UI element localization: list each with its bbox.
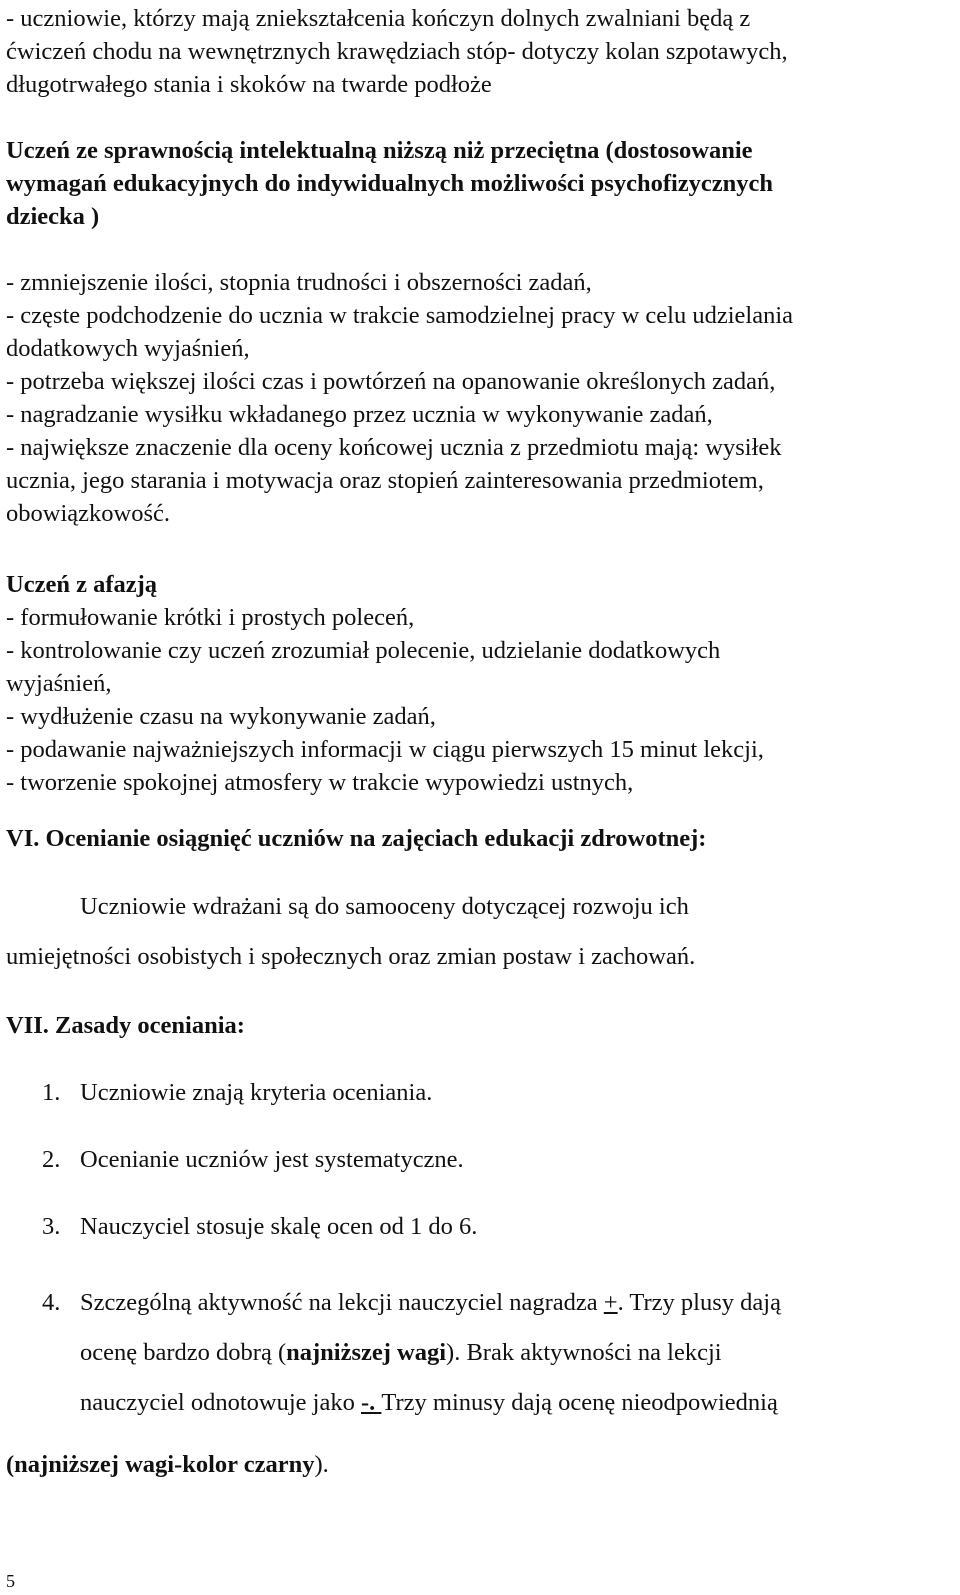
bold-run: najniższej wagi [286, 1339, 447, 1366]
intro-paragraph [6, 2, 788, 101]
list-line: obowiązkowość. [6, 500, 170, 527]
text-run: Trzy minusy dają ocenę nieodpowiednią [381, 1389, 778, 1416]
list-line: - zmniejszenie ilości, stopnia trudności i obszerności zadań, [6, 269, 592, 296]
intro-line: - uczniowie, którzy mają zniekształcenia kończyn dolnych zwalniani będą z [6, 5, 751, 32]
heading-line: dziecka ) [6, 203, 100, 230]
text-run: nauczyciel odnotowuje jako [80, 1389, 361, 1416]
list-line: wyjaśnień, [6, 670, 112, 697]
list-item-4 [6, 1278, 950, 1428]
list-item [6, 1210, 477, 1243]
list-line: - częste podchodzenie do ucznia w trakcie samodzielnej pracy w celu udzielania [6, 302, 794, 329]
intellect-list [6, 266, 793, 530]
list-line: - największe znaczenie dla oceny końcowej ucznia z przedmiotu mają: wysiłek [6, 434, 782, 461]
list-line: - formułowanie krótki i prostych poleceń, [6, 604, 415, 631]
intro-line: długotrwałego stania i skoków na twarde podłoże [6, 71, 492, 98]
list-number: 2. [42, 1146, 61, 1173]
vi-paragraph-line: umiejętności osobistych i społecznych oraz zmian postaw i zachowań. [6, 943, 696, 970]
text-run: ). [314, 1451, 329, 1478]
bold-run: (najniższej wagi-kolor czarny [6, 1451, 315, 1478]
heading-line: wymagań edukacyjnych do indywidualnych możliwości psychofizycznych [6, 170, 774, 197]
aphasia-section [6, 568, 764, 799]
page-number: 5 [6, 1571, 15, 1591]
list-number: 4. [42, 1289, 61, 1316]
list-line: - tworzenie spokojnej atmosfery w trakcie wypowiedzi ustnych, [6, 769, 634, 796]
list-text: Nauczyciel stosuje skalę ocen od 1 do 6. [80, 1213, 478, 1240]
section-heading-aphasia: Uczeń z afazją [6, 571, 158, 598]
section-heading-vi: VI. Ocenianie osiągnięć uczniów na zajęciach edukacji zdrowotnej: [6, 825, 707, 852]
vi-paragraph-line: Uczniowie wdrażani są do samooceny dotyczącej rozwoju ich [80, 893, 689, 920]
item4-line-1 [80, 1278, 950, 1328]
item4-line-3 [80, 1378, 950, 1428]
section-heading-vii: VII. Zasady oceniania: [6, 1012, 245, 1039]
list-line: ucznia, jego starania i motywacja oraz stopień zainteresowania przedmiotem, [6, 467, 764, 494]
list-number: 1. [42, 1079, 61, 1106]
text-run: ). Brak aktywności na lekcji [446, 1339, 722, 1366]
item4-line-2 [80, 1328, 950, 1378]
list-line: - potrzeba większej ilości czas i powtórzeń na opanowanie określonych zadań, [6, 368, 776, 395]
text-run: . Trzy plusy dają [617, 1289, 781, 1316]
list-line: - wydłużenie czasu na wykonywanie zadań, [6, 703, 436, 730]
list-line: dodatkowych wyjaśnień, [6, 335, 250, 362]
list-number: 3. [42, 1213, 61, 1240]
minus-sign: -. [360, 1389, 382, 1416]
item4-tail [6, 1448, 329, 1481]
list-line: - nagradzanie wysiłku wkładanego przez ucznia w wykonywanie zadań, [6, 401, 713, 428]
plus-sign: + [603, 1289, 618, 1316]
list-line: - kontrolowanie czy uczeń zrozumiał polecenie, udzielanie dodatkowych [6, 637, 721, 664]
list-text: Uczniowie znają kryteria oceniania. [80, 1079, 433, 1106]
text-run: Szczególną aktywność na lekcji nauczyciel nagradza [80, 1289, 604, 1316]
list-item [6, 1143, 464, 1176]
list-text: Ocenianie uczniów jest systematyczne. [80, 1146, 464, 1173]
text-run: ocenę bardzo dobrą ( [80, 1339, 287, 1366]
section-heading-intellect [6, 134, 773, 233]
heading-line: Uczeń ze sprawnością intelektualną niższą niż przeciętna (dostosowanie [6, 137, 753, 164]
intro-line: ćwiczeń chodu na wewnętrznych krawędziach stóp- dotyczy kolan szpotawych, [6, 38, 788, 65]
list-item [6, 1076, 432, 1109]
list-line: - podawanie najważniejszych informacji w ciągu pierwszych 15 minut lekcji, [6, 736, 764, 763]
